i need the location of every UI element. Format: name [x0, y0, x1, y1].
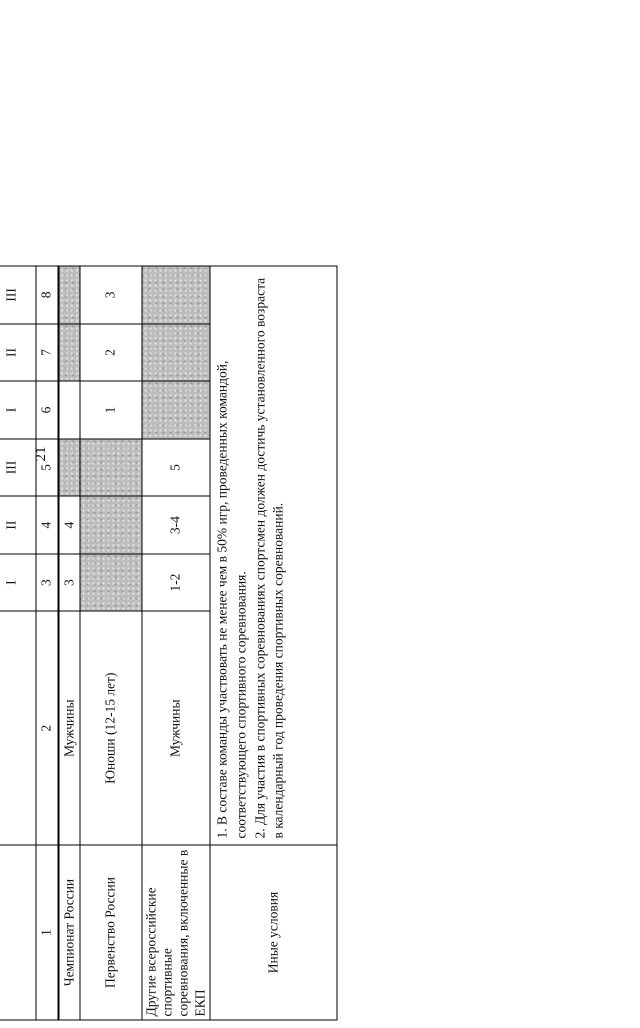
status-line: соревнования, включенные в ЕКП — [175, 849, 208, 1017]
value-cell-shaded — [58, 266, 80, 324]
header-status — [0, 845, 36, 1020]
value-cell — [58, 381, 80, 439]
value-cell: 4 — [58, 496, 80, 554]
table-row — [142, 266, 210, 1020]
value-cell-shaded — [142, 266, 210, 324]
rank-cell: I — [0, 554, 36, 612]
value-cell-shaded — [80, 439, 142, 497]
status-cell: Чемпионат России — [58, 845, 80, 1020]
table-row — [80, 266, 142, 1020]
value-cell: 2 — [80, 324, 142, 382]
age-cell: Мужчины — [142, 611, 210, 845]
conditions-row — [210, 266, 337, 1020]
index-cell: 2 — [36, 611, 58, 845]
condition-item: 1. В составе команды участвовать не менее чем в 50% игр, проведенных командой, соответствующего спортивного соревнования. — [214, 360, 249, 839]
value-cell: 3 — [58, 554, 80, 612]
value-cell: 1 — [80, 381, 142, 439]
other-conditions-text — [210, 266, 337, 845]
value-cell-shaded — [58, 324, 80, 382]
status-cell: Первенство России — [80, 845, 142, 1020]
index-cell: 5 — [36, 439, 58, 497]
value-cell-shaded — [142, 324, 210, 382]
index-row — [36, 266, 58, 1020]
other-conditions-label: Иные условия — [210, 845, 337, 1020]
value-cell-shaded — [80, 554, 142, 612]
status-line: Другие всероссийские спортивные — [143, 887, 175, 1017]
index-cell: 7 — [36, 324, 58, 382]
rank-cell: II — [0, 496, 36, 554]
requirements-table — [0, 266, 338, 1021]
rank-cell: III — [0, 439, 36, 497]
rank-cell: I — [0, 381, 36, 439]
age-cell: Юноши (12-15 лет) — [80, 611, 142, 845]
table-row — [58, 266, 80, 1020]
page-number: 21 — [33, 446, 49, 462]
value-cell-shaded — [58, 439, 80, 497]
status-cell — [142, 845, 210, 1020]
value-cell-shaded — [142, 381, 210, 439]
value-cell: 5 — [142, 439, 210, 497]
rank-cell: II — [0, 324, 36, 382]
value-cell-shaded — [80, 496, 142, 554]
index-cell: 4 — [36, 496, 58, 554]
age-cell: Мужчины — [58, 611, 80, 845]
condition-item: 2. Для участия в спортивных соревнованиях спортсмен должен достичь установленного возраста в календарный год проведения спортивных соревнований. — [252, 277, 286, 839]
rank-cell: III — [0, 266, 36, 324]
index-cell: 8 — [36, 266, 58, 324]
index-cell: 6 — [36, 381, 58, 439]
value-cell: 3-4 — [142, 496, 210, 554]
index-cell: 3 — [36, 554, 58, 612]
value-cell: 3 — [80, 266, 142, 324]
rotated-page-content — [0, 173, 378, 1028]
header-age — [0, 611, 36, 845]
index-cell: 1 — [36, 845, 58, 1020]
value-cell: 1-2 — [142, 554, 210, 612]
